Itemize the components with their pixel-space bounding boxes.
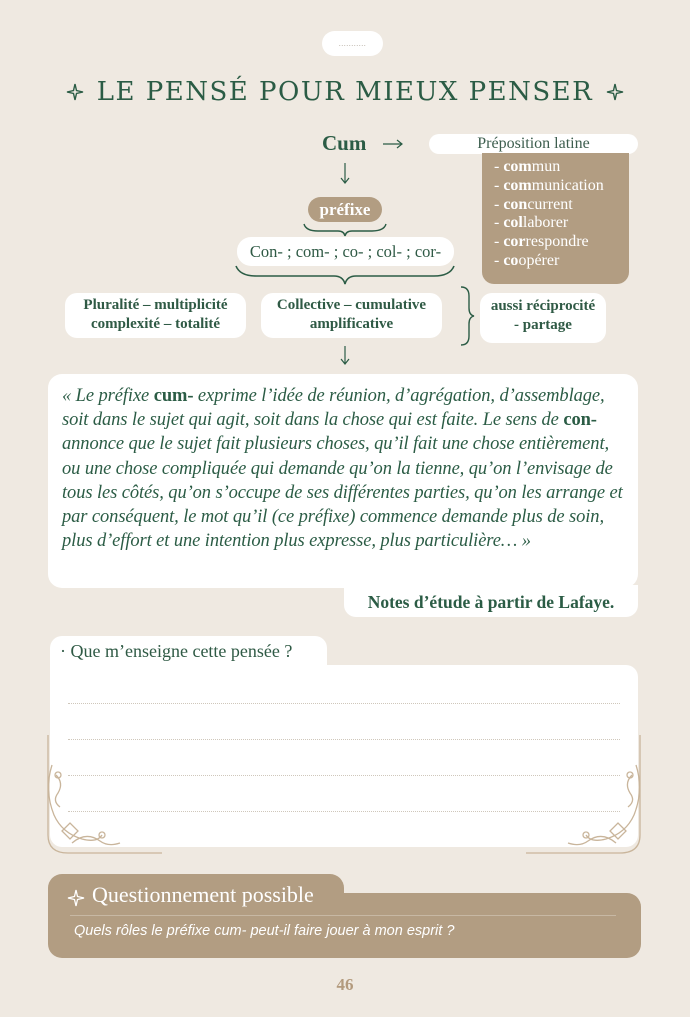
reflection-prompt: · Que m’enseigne cette pensée ? (50, 636, 327, 670)
example-item: - commun (494, 158, 561, 175)
example-item: - correspondre (494, 233, 589, 251)
meaning-box: Collective – cumulative amplificative (261, 293, 442, 338)
flourish-ornament-icon (42, 735, 162, 865)
prefix-forms: Con- ; com- ; co- ; col- ; cor- (237, 237, 454, 266)
flourish-ornament-icon (526, 735, 646, 865)
root-word: Cum (322, 131, 367, 155)
meaning-box: Pluralité – multiplicité complexité – totalité (65, 293, 246, 338)
arrow-right-icon (383, 140, 402, 148)
page-number: 46 (336, 975, 354, 994)
questioning-question: Quels rôles le préfixe cum- peut-il faire jouer à mon esprit ? (74, 923, 455, 939)
sparkle-icon (66, 888, 86, 908)
example-item: - collaborer (494, 214, 569, 232)
arrow-down-icon (341, 346, 349, 364)
brace-small (304, 224, 386, 236)
example-item: - concurrent (494, 195, 573, 213)
examples-list (482, 153, 629, 284)
page-title: LE PENSÉ POUR MIEUX PENSER (96, 77, 594, 107)
writing-line (68, 703, 620, 704)
quote-source: Notes d’étude à partir de Lafaye. (344, 585, 638, 617)
prefix-label: préfixe (308, 197, 382, 222)
arrow-down-icon (341, 163, 349, 183)
example-item: - coopérer (494, 251, 560, 269)
example-item: - communication (494, 176, 604, 194)
root-note: Préposition latine (429, 134, 638, 154)
header-placeholder: ........... (322, 31, 383, 56)
divider (70, 915, 616, 916)
brace-large (236, 266, 454, 284)
quote-text: « Le préfixe cum- exprime l’idée de réunion, d’agrégation, d’assemblage, soit dans le sujet qui agit, soit dans la chose qui est faite. Le sens de con- annonce que le sujet fait plusieurs choses, qu’il fait une chose entièrement, ou une chose compliquée qui demande qu’on la tienne, qu’on l’envisage de tous les côtés, qu’on s’occupe de ses différentes parties, qu’on les arrange et par conséquent, le mot qu’il (ce préfixe) commence demande plus de soin, plus d’effort et une intention plus expresse, plus particulière… » (48, 374, 638, 588)
meaning-box: aussi réciprocité - partage (480, 293, 606, 343)
questioning-title: Questionnement possible (92, 882, 314, 907)
brace-right (461, 287, 474, 345)
